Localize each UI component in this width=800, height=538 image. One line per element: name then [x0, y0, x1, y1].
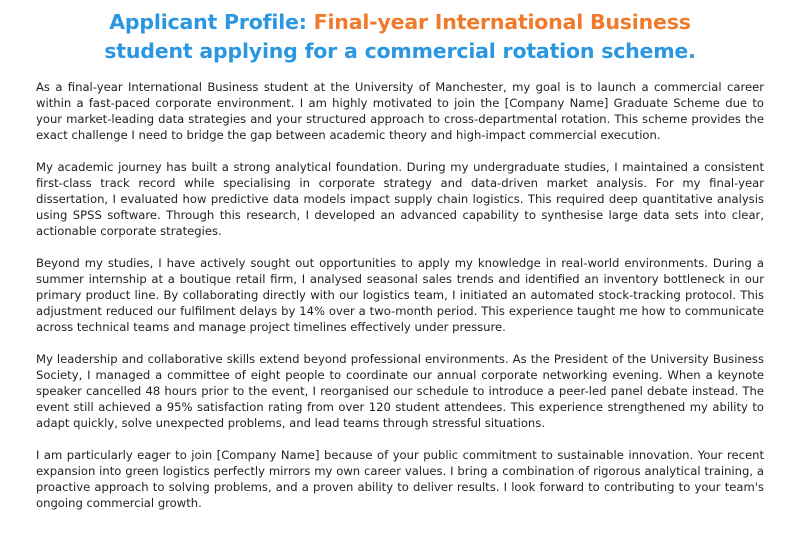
profile-body — [36, 79, 764, 511]
paragraph-academic: My academic journey has built a strong analytical foundation. During my undergraduate studies, I maintained a consistent first-class track record while specialising in corporate strategy and data-driven market analysis. For my final-year dissertation, I evaluated how predictive data models impact supply chain logistics. This required deep quantitative analysis using SPSS software. Through this research, I developed an advanced capability to synthesise large data sets into clear, actionable corporate strategies. — [36, 160, 764, 238]
title-highlight: Final-year International Business — [313, 10, 691, 34]
paragraph-closing: I am particularly eager to join [Company Name] because of your public commitment to sustainable innovation. Your recent expansion into green logistics perfectly mirrors my own career values. I bring a combination of rigorous analytical training, a proactive approach to solving problems, and a proven ability to deliver results. I look forward to contributing to your team's ongoing commercial growth. — [36, 448, 764, 510]
paragraph-intro: As a final-year International Business student at the University of Manchester, my goal is to launch a commercial career within a fast-paced corporate environment. I am highly motivated to join the [Company Name] Graduate Scheme due to your market-leading data strategies and your structured approach to cross-departmental rotation. This scheme provides the exact challenge I need to bridge the gap between academic theory and high-impact commercial execution. — [36, 80, 764, 142]
paragraph-internship: Beyond my studies, I have actively sought out opportunities to apply my knowledge in real-world environments. During a summer internship at a boutique retail firm, I analysed seasonal sales trends and identified an inventory bottleneck in our primary product line. By collaborating directly with our logistics team, I initiated an automated stock-tracking protocol. This adjustment reduced our fulfilment delays by 14% over a two-month period. This experience taught me how to communicate across technical teams and manage project timelines effectively under pressure. — [36, 256, 764, 334]
title-prefix: Applicant Profile: — [109, 10, 314, 34]
title-rest: student applying for a commercial rotation scheme. — [104, 39, 696, 63]
page-title — [36, 8, 764, 66]
paragraph-leadership: My leadership and collaborative skills extend beyond professional environments. As the President of the University Business Society, I managed a committee of eight people to coordinate our annual corporate networking evening. When a keynote speaker cancelled 48 hours prior to the event, I reorganised our schedule to introduce a peer-led panel debate instead. The event still achieved a 95% satisfaction rating from over 120 student attendees. This experience strengthened my ability to adapt quickly, solve unexpected problems, and lead teams through stressful situations. — [36, 352, 764, 430]
